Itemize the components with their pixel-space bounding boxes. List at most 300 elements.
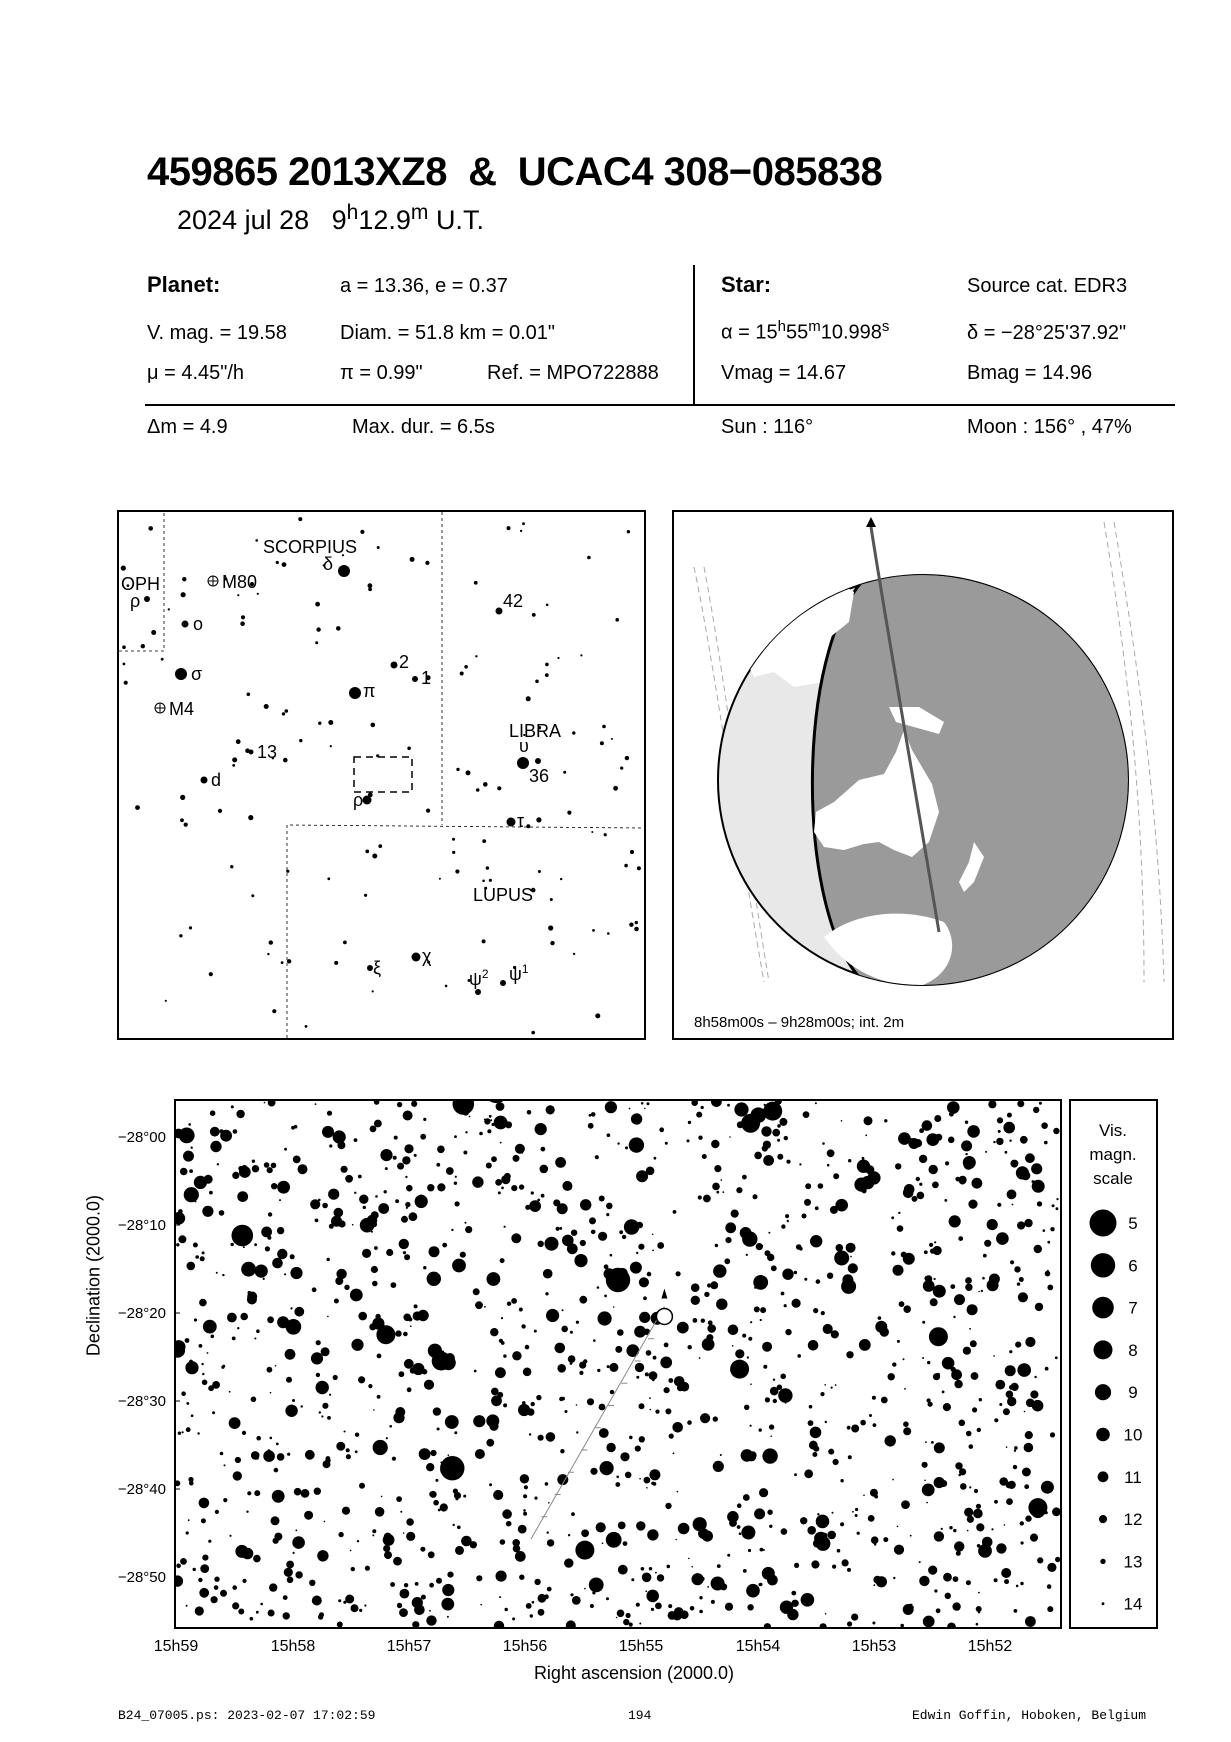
- target-star-marker: [656, 1308, 672, 1324]
- field-star: [220, 1590, 227, 1597]
- field-star: [832, 1512, 834, 1514]
- planet-vmag: V. mag. = 19.58: [147, 322, 287, 344]
- field-star: [690, 1606, 695, 1611]
- field-star: [285, 1405, 297, 1417]
- field-star: [410, 1325, 412, 1327]
- legend-symbol: [1099, 1515, 1107, 1523]
- field-star: [374, 1246, 378, 1250]
- field-star: [673, 1452, 675, 1454]
- field-star: [420, 1547, 425, 1552]
- event-hour: 9: [331, 205, 347, 235]
- field-star: [618, 1522, 626, 1530]
- field-star: [446, 1167, 454, 1175]
- field-star: [242, 1431, 246, 1435]
- field-star: [868, 1515, 875, 1522]
- label-omicron: o: [193, 614, 204, 634]
- field-star: [240, 1313, 248, 1321]
- field-star: [767, 1510, 772, 1515]
- field-star: [660, 1357, 672, 1369]
- field-star: [1037, 1557, 1043, 1563]
- finder-star: [372, 854, 377, 859]
- field-star: [512, 1351, 521, 1360]
- field-star: [286, 1377, 292, 1383]
- field-star: [606, 1532, 622, 1548]
- field-star: [878, 1316, 882, 1320]
- field-star: [186, 1531, 189, 1534]
- field-star: [393, 1412, 404, 1423]
- field-star: [312, 1287, 317, 1292]
- field-star: [589, 1217, 596, 1224]
- field-star: [808, 1340, 819, 1351]
- field-star: [545, 1292, 548, 1295]
- finder-star: [218, 809, 222, 813]
- finder-star: [635, 921, 638, 924]
- field-star: [785, 1214, 789, 1218]
- field-star: [202, 1251, 205, 1254]
- field-star: [538, 1435, 544, 1441]
- field-star: [515, 1144, 525, 1154]
- field-star: [651, 1482, 654, 1485]
- field-star: [474, 1370, 477, 1373]
- field-star: [1055, 1356, 1058, 1359]
- field-star: [934, 1531, 944, 1541]
- field-star: [541, 1594, 544, 1597]
- field-star: [232, 1337, 236, 1341]
- field-star: [854, 1178, 868, 1192]
- field-star: [395, 1199, 399, 1203]
- field-star: [912, 1196, 918, 1202]
- field-star: [672, 1422, 683, 1433]
- field-star: [265, 1246, 270, 1251]
- field-star: [560, 1449, 564, 1453]
- field-star: [475, 1449, 485, 1459]
- star-source: Source cat. EDR3: [967, 275, 1128, 297]
- field-star: [647, 1529, 658, 1540]
- field-star: [223, 1498, 227, 1502]
- field-star: [978, 1592, 980, 1594]
- field-star: [617, 1142, 619, 1144]
- field-star: [668, 1378, 673, 1383]
- field-star: [512, 1539, 520, 1547]
- field-star: [1020, 1136, 1028, 1144]
- field-star: [987, 1219, 998, 1230]
- footer-page: 194: [628, 1708, 652, 1723]
- field-star: [362, 1249, 371, 1258]
- field-star: [570, 1593, 573, 1596]
- field-star: [536, 1395, 541, 1400]
- legend-symbol: [1092, 1297, 1114, 1319]
- field-star: [883, 1537, 888, 1542]
- field-star: [899, 1301, 905, 1307]
- field-star: [274, 1468, 279, 1473]
- field-star: [613, 1306, 615, 1308]
- field-star: [227, 1313, 237, 1323]
- field-star: [588, 1123, 594, 1129]
- field-star: [373, 1409, 375, 1411]
- field-star: [650, 1409, 652, 1411]
- field-star: [1014, 1446, 1018, 1450]
- field-star: [924, 1250, 928, 1254]
- field-star: [1014, 1266, 1020, 1272]
- field-star: [351, 1604, 359, 1612]
- field-star: [301, 1405, 303, 1407]
- field-star: [959, 1420, 966, 1427]
- star-field-svg: [176, 1101, 1060, 1627]
- field-star: [735, 1349, 744, 1358]
- finder-background-stars: [121, 517, 641, 1034]
- field-star: [290, 1307, 292, 1309]
- field-star: [285, 1323, 288, 1326]
- field-star: [501, 1317, 503, 1319]
- field-star: [269, 1583, 277, 1591]
- field-star: [447, 1572, 453, 1578]
- field-star: [639, 1277, 649, 1287]
- field-star: [701, 1319, 705, 1323]
- field-star: [759, 1488, 768, 1497]
- field-star: [781, 1224, 785, 1228]
- field-star: [973, 1509, 983, 1519]
- field-star: [699, 1596, 702, 1599]
- field-star: [346, 1448, 350, 1452]
- finder-star: [316, 627, 320, 631]
- field-star: [252, 1165, 259, 1172]
- field-star: [922, 1484, 935, 1497]
- field-star: [290, 1254, 295, 1259]
- finder-star: [267, 953, 269, 955]
- field-star: [700, 1413, 710, 1423]
- field-star: [769, 1525, 772, 1528]
- field-star: [203, 1320, 217, 1334]
- finder-star: [269, 940, 273, 944]
- field-star: [954, 1541, 964, 1551]
- field-star: [741, 1526, 755, 1540]
- field-star: [210, 1110, 216, 1116]
- field-star: [965, 1153, 967, 1155]
- field-star: [716, 1191, 719, 1194]
- field-star: [1024, 1484, 1029, 1489]
- field-star: [351, 1339, 363, 1351]
- label-xi: ξ: [373, 958, 382, 978]
- field-star: [739, 1532, 742, 1535]
- field-star: [943, 1403, 951, 1411]
- field-star: [321, 1347, 330, 1356]
- field-star: [753, 1194, 758, 1199]
- field-star: [855, 1514, 858, 1517]
- field-star: [998, 1130, 1001, 1133]
- field-star: [701, 1106, 704, 1109]
- field-star: [199, 1299, 207, 1307]
- field-star: [969, 1444, 974, 1449]
- legend-symbol: [1095, 1384, 1111, 1400]
- field-star: [545, 1237, 559, 1251]
- finder-star: [378, 844, 382, 848]
- field-star: [252, 1160, 255, 1163]
- field-star: [787, 1220, 789, 1222]
- field-star: [268, 1101, 276, 1107]
- field-star: [427, 1272, 441, 1286]
- field-star: [930, 1249, 935, 1254]
- field-star: [701, 1577, 705, 1581]
- field-star: [1025, 1515, 1031, 1521]
- field-star: [833, 1459, 839, 1465]
- field-star: [1022, 1468, 1031, 1477]
- field-star: [191, 1414, 194, 1417]
- finder-star: [272, 1009, 276, 1013]
- field-star: [531, 1402, 535, 1406]
- field-star: [427, 1184, 434, 1191]
- field-star: [413, 1311, 422, 1320]
- field-star: [885, 1435, 896, 1446]
- field-star: [463, 1495, 466, 1498]
- field-star: [1017, 1101, 1024, 1107]
- label-1: 1: [421, 668, 432, 688]
- field-star: [1018, 1292, 1028, 1302]
- label-m80: M80: [222, 572, 258, 592]
- field-star: [496, 1571, 507, 1582]
- field-star: [540, 1165, 549, 1174]
- field-star: [764, 1623, 771, 1627]
- finder-star: [497, 786, 501, 790]
- field-star: [865, 1165, 874, 1174]
- field-star: [455, 1546, 464, 1555]
- field-star: [392, 1457, 396, 1461]
- legend-symbol: [1102, 1602, 1105, 1605]
- field-star: [712, 1183, 720, 1191]
- field-star: [881, 1397, 888, 1404]
- field-star: [484, 1306, 486, 1308]
- finder-star: [522, 522, 525, 525]
- field-star: [805, 1183, 811, 1189]
- field-star: [942, 1391, 945, 1394]
- bright-star: [484, 1101, 508, 1103]
- field-star: [893, 1577, 895, 1579]
- field-star: [1025, 1153, 1035, 1163]
- label-delta: δ: [323, 554, 334, 574]
- field-star: [476, 1575, 482, 1581]
- field-star: [761, 1245, 763, 1247]
- field-star: [722, 1191, 724, 1193]
- field-star: [251, 1397, 257, 1403]
- field-star: [531, 1191, 534, 1194]
- field-star: [545, 1482, 549, 1486]
- field-star: [664, 1343, 669, 1348]
- field-star: [965, 1284, 972, 1291]
- field-star: [994, 1578, 998, 1582]
- field-star: [763, 1365, 767, 1369]
- field-star: [691, 1101, 698, 1106]
- field-star: [762, 1448, 777, 1463]
- legend-symbol: [1100, 1559, 1105, 1564]
- field-star: [641, 1102, 644, 1105]
- field-star: [691, 1566, 693, 1568]
- finder-star: [151, 630, 156, 635]
- field-star: [229, 1417, 241, 1429]
- field-star: [659, 1127, 664, 1132]
- field-star: [947, 1623, 956, 1628]
- field-star: [924, 1480, 926, 1482]
- field-star: [322, 1403, 328, 1409]
- field-star: [359, 1609, 362, 1612]
- globe-map: [672, 510, 1174, 1040]
- field-star: [925, 1275, 932, 1282]
- field-star: [490, 1119, 492, 1121]
- field-star: [703, 1195, 711, 1203]
- field-star: [895, 1163, 901, 1169]
- field-star: [606, 1213, 609, 1216]
- field-star: [441, 1598, 454, 1611]
- field-star: [967, 1125, 980, 1138]
- finder-star: [330, 745, 332, 747]
- field-star: [780, 1374, 786, 1380]
- finder-star: [452, 838, 455, 841]
- field-star: [888, 1373, 895, 1380]
- field-star: [368, 1384, 372, 1388]
- field-star: [253, 1555, 261, 1563]
- max-duration: Max. dur. = 6.5s: [352, 416, 495, 438]
- finder-star: [285, 709, 289, 713]
- field-star: [977, 1544, 981, 1548]
- field-star: [500, 1539, 506, 1545]
- field-star: [322, 1203, 328, 1209]
- field-star: [677, 1491, 679, 1493]
- field-star: [378, 1203, 389, 1214]
- finder-star: [372, 990, 374, 992]
- field-star: [781, 1528, 788, 1535]
- planet-reference: Ref. = MPO722888: [487, 362, 659, 384]
- field-star: [927, 1398, 931, 1402]
- field-star: [1005, 1151, 1008, 1154]
- field-star: [655, 1410, 659, 1414]
- field-star: [746, 1254, 748, 1256]
- field-star: [243, 1246, 245, 1248]
- field-star: [687, 1420, 692, 1425]
- field-star: [777, 1154, 783, 1160]
- label-2: 2: [399, 652, 410, 672]
- field-star: [713, 1416, 718, 1421]
- finder-star: [637, 866, 641, 870]
- finder-star: [546, 604, 549, 607]
- label-13: 13: [257, 742, 278, 762]
- field-star: [579, 1371, 583, 1375]
- field-star: [455, 1176, 457, 1178]
- field-star: [1047, 1563, 1056, 1572]
- field-star: [959, 1468, 966, 1475]
- field-star: [522, 1401, 526, 1405]
- bright-star: [763, 1102, 782, 1121]
- field-star: [600, 1461, 614, 1475]
- field-star: [607, 1365, 610, 1368]
- finder-star: [475, 655, 477, 657]
- field-star: [535, 1123, 547, 1135]
- field-star: [403, 1332, 408, 1337]
- field-star: [822, 1142, 825, 1145]
- field-star: [631, 1113, 642, 1124]
- field-star: [978, 1291, 980, 1293]
- field-star: [622, 1235, 626, 1239]
- field-star: [350, 1550, 352, 1552]
- field-star: [606, 1203, 613, 1210]
- path-direction-arrow: [866, 517, 876, 527]
- legend-mag-label: 7: [1128, 1298, 1138, 1318]
- field-star: [675, 1539, 677, 1541]
- field-star: [930, 1298, 938, 1306]
- field-star: [821, 1311, 825, 1315]
- field-star: [1006, 1446, 1008, 1448]
- field-star: [969, 1328, 971, 1330]
- field-star: [909, 1604, 913, 1608]
- field-star: [561, 1326, 568, 1333]
- field-star: [782, 1269, 793, 1280]
- field-star: [936, 1608, 941, 1613]
- finder-star: [230, 865, 233, 868]
- field-star: [277, 1181, 290, 1194]
- field-star: [645, 1372, 649, 1376]
- field-star: [713, 1461, 724, 1472]
- field-star: [526, 1603, 532, 1609]
- field-star: [669, 1434, 674, 1439]
- field-star: [344, 1285, 349, 1290]
- field-star: [791, 1591, 796, 1596]
- field-star: [428, 1551, 435, 1558]
- field-star: [283, 1612, 290, 1619]
- field-star: [185, 1338, 190, 1343]
- field-star: [864, 1116, 873, 1125]
- field-star: [495, 1367, 506, 1378]
- legend-mag-label: 8: [1128, 1340, 1138, 1360]
- field-star: [322, 1126, 334, 1138]
- field-star: [599, 1428, 609, 1438]
- field-star: [667, 1565, 671, 1569]
- field-star: [229, 1391, 231, 1393]
- label-rho-sco: ρ: [353, 790, 364, 810]
- field-star: [437, 1428, 440, 1431]
- hour-unit: h: [346, 201, 359, 224]
- field-star: [580, 1240, 586, 1246]
- field-star: [1047, 1270, 1049, 1272]
- field-star: [698, 1136, 702, 1140]
- field-star: [945, 1161, 949, 1165]
- field-star: [521, 1324, 525, 1328]
- field-star: [403, 1532, 405, 1534]
- field-star: [952, 1602, 960, 1610]
- field-star: [399, 1371, 405, 1377]
- field-star: [941, 1528, 943, 1530]
- finder-star: [563, 771, 566, 774]
- field-star: [841, 1120, 843, 1122]
- field-star: [929, 1243, 933, 1247]
- field-star: [453, 1524, 455, 1526]
- field-star: [350, 1289, 363, 1302]
- field-star: [700, 1611, 702, 1613]
- field-star: [304, 1511, 313, 1520]
- field-star: [472, 1176, 483, 1187]
- field-star: [557, 1203, 568, 1214]
- field-star: [180, 1558, 187, 1565]
- field-star: [698, 1195, 702, 1199]
- field-star: [698, 1528, 709, 1539]
- finder-star: [560, 878, 562, 880]
- field-star: [1025, 1431, 1033, 1439]
- field-star: [567, 1185, 572, 1190]
- field-star: [636, 1521, 645, 1530]
- field-star: [958, 1236, 963, 1241]
- field-star: [555, 1343, 566, 1354]
- label-36: 36: [529, 766, 550, 786]
- field-star: [711, 1600, 715, 1604]
- field-star: [188, 1519, 190, 1521]
- finder-star: [482, 839, 486, 843]
- field-star: [807, 1526, 816, 1535]
